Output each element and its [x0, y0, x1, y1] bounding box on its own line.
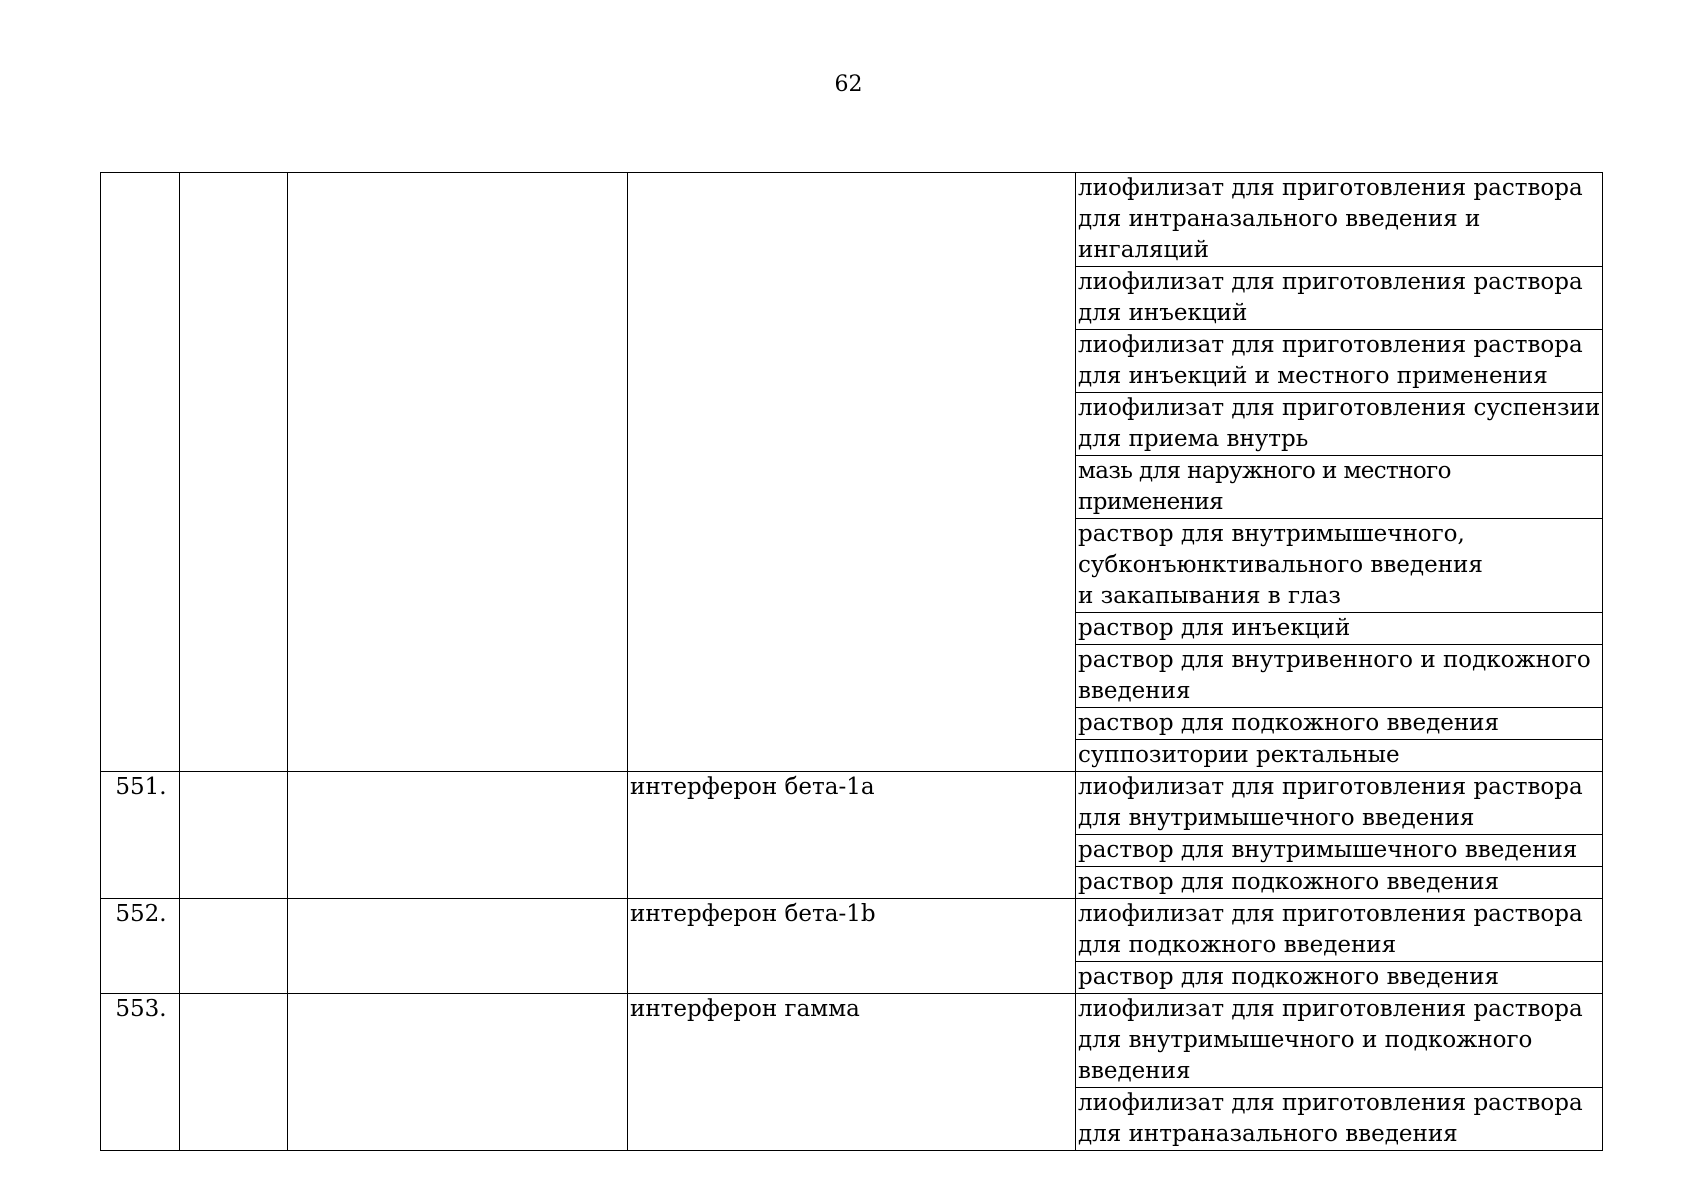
dosage-form-cell: раствор для внутримышечного, субконъюнктивального введения и закапывания в глаз — [1076, 519, 1603, 613]
table-row — [101, 994, 1603, 1088]
drug-name-cell: интерферон гамма — [628, 994, 1076, 1151]
dosage-form-cell: раствор для подкожного введения — [1076, 962, 1603, 994]
dosage-form-cell: лиофилизат для приготовления раствора для подкожного введения — [1076, 899, 1603, 962]
number-cell: 553. — [101, 994, 180, 1151]
atc-code-cell — [180, 899, 288, 994]
dosage-form-cell: лиофилизат для приготовления раствора для внутримышечного и подкожного введения — [1076, 994, 1603, 1088]
dosage-form-cell: лиофилизат для приготовления раствора для внутримышечного введения — [1076, 772, 1603, 835]
drug-table — [100, 172, 1603, 1151]
dosage-form-cell: раствор для внутривенного и подкожного введения — [1076, 645, 1603, 708]
dosage-form-cell: лиофилизат для приготовления раствора для инъекций и местного применения — [1076, 330, 1603, 393]
atc-code-cell — [180, 772, 288, 899]
drug-name-cell: интерферон бета-1a — [628, 772, 1076, 899]
number-cell: 551. — [101, 772, 180, 899]
table-row — [101, 173, 1603, 267]
atc-code-cell — [180, 994, 288, 1151]
dosage-form-cell: раствор для внутримышечного введения — [1076, 835, 1603, 867]
dosage-form-cell: раствор для подкожного введения — [1076, 867, 1603, 899]
dosage-form-cell: лиофилизат для приготовления раствора для интраназального введения — [1076, 1088, 1603, 1151]
dosage-form-cell: суппозитории ректальные — [1076, 740, 1603, 772]
dosage-form-cell: лиофилизат для приготовления раствора для инъекций — [1076, 267, 1603, 330]
page-number: 62 — [834, 72, 863, 97]
anatomical-group-cell — [288, 899, 628, 994]
anatomical-group-cell — [288, 772, 628, 899]
dosage-form-cell: раствор для подкожного введения — [1076, 708, 1603, 740]
dosage-form-cell: раствор для инъекций — [1076, 613, 1603, 645]
anatomical-group-cell — [288, 994, 628, 1151]
dosage-form-cell: лиофилизат для приготовления раствора для интраназального введения и ингаляций — [1076, 173, 1603, 267]
number-cell: 552. — [101, 899, 180, 994]
drug-name-cell: интерферон бета-1b — [628, 899, 1076, 994]
number-cell — [101, 173, 180, 772]
dosage-form-cell: лиофилизат для приготовления суспензии для приема внутрь — [1076, 393, 1603, 456]
drug-name-cell — [628, 173, 1076, 772]
atc-code-cell — [180, 173, 288, 772]
dosage-form-cell: мазь для наружного и местного применения — [1076, 456, 1603, 519]
anatomical-group-cell — [288, 173, 628, 772]
table-row — [101, 772, 1603, 835]
table-row — [101, 899, 1603, 962]
